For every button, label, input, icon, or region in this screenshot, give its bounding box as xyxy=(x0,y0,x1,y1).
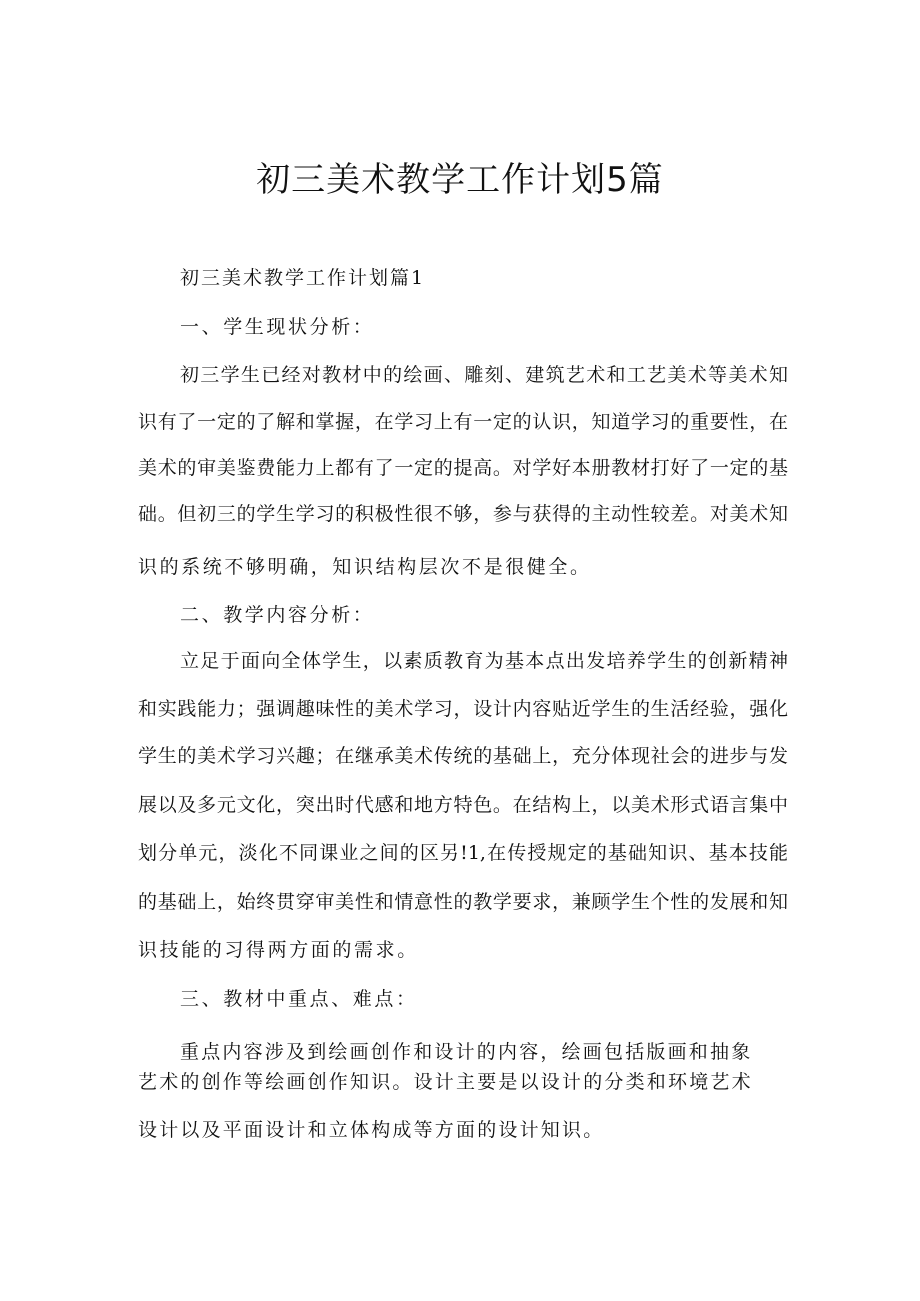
paragraph-line: 划分单元，淡化不同课业之间的区另!1,在传授规定的基础知识、基本技能 xyxy=(138,842,788,864)
paragraph-line: 美术的审美鉴费能力上都有了一定的提高。对学好本册教材打好了一定的基 xyxy=(138,457,788,479)
paragraph-line: 学生的美术学习兴趣；在继承美术传统的基础上，充分体现社会的进步与发 xyxy=(138,745,788,767)
subtitle: 初三美术教学工作计划篇1 xyxy=(180,267,426,289)
paragraph-line: 和实践能力；强调趣味性的美术学习，设计内容贴近学生的生活经验，强化 xyxy=(138,698,788,720)
paragraph-line: 立足于面向全体学生，以素质教育为基本点出发培养学生的创新精神 xyxy=(180,650,788,672)
paragraph-line: 识技能的习得两方面的需求。 xyxy=(138,939,419,961)
paragraph-line: 的基础上，始终贯穿审美性和情意性的教学要求，兼顾学生个性的发展和知 xyxy=(138,891,788,913)
section-heading: 二、教学内容分析： xyxy=(180,604,375,626)
document-title: 初三美术教学工作计划5篇 xyxy=(256,160,664,200)
paragraph-line: 设计以及平面设计和立体构成等方面的设计知识。 xyxy=(138,1119,605,1141)
paragraph-line: 重点内容涉及到绘画创作和设计的内容，绘画包括版画和抽象 xyxy=(180,1041,753,1063)
paragraph-line: 础。但初三的学生学习的积极性很不够，参与获得的主动性较差。对美术知 xyxy=(138,503,788,525)
paragraph-line: 展以及多元文化，突出时代感和地方特色。在结构上，以美术形式语言集中 xyxy=(138,794,788,816)
paragraph-line: 艺术的创作等绘画创作知识。设计主要是以设计的分类和环境艺术 xyxy=(138,1071,753,1093)
paragraph-line: 识的系统不够明确，知识结构层次不是很健全。 xyxy=(138,556,592,578)
section-heading: 一、学生现状分析： xyxy=(180,316,375,338)
section-heading: 三、教材中重点、难点： xyxy=(180,988,418,1010)
paragraph-line: 初三学生已经对教材中的绘画、雕刻、建筑艺术和工艺美术等美术知 xyxy=(180,364,788,386)
paragraph-line: 识有了一定的了解和掌握，在学习上有一定的认识，知道学习的重要性，在 xyxy=(138,411,788,433)
